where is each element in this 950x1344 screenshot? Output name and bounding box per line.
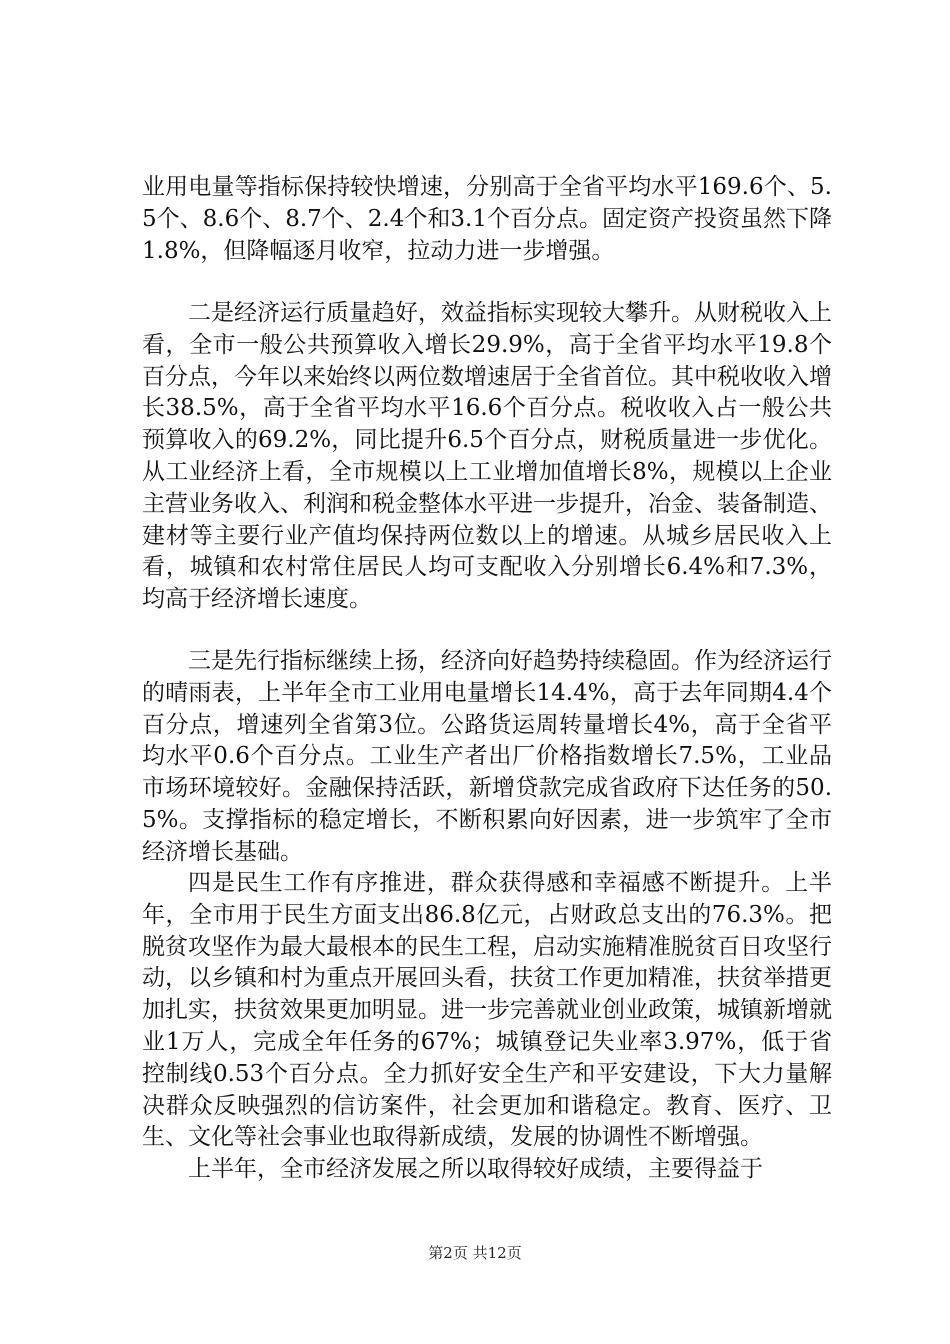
paragraph-leading-indicators: 三是先行指标继续上扬，经济向好趋势持续稳固。作为经济运行的晴雨表，上半年全市工业用电量增长14.4%，高于去年同期4.4个百分点，增速列全省第3位。公路货运周转量增长4%，高于全省平均水平0.6个百分点。工业生产者出厂价格指数增长7.5%，工业品市场环境较好。金融保持活跃，新增贷款完成省政府下达任务的50.5%。支撑指标的稳定增长，不断积累向好因素，进一步筑牢了全市经济增长基础。 [142,648,832,865]
paragraph-summary-start: 上半年，全市经济发展之所以取得较好成绩，主要得益于 [188,1156,763,1182]
paragraph-economic-quality: 二是经济运行质量趋好，效益指标实现较大攀升。从财税收入上看，全市一般公共预算收入增长29.9%，高于全省平均水平19.8个百分点，今年以来始终以两位数增速居于全省首位。其中税收收入增长38.5%，高于全省平均水平16.6个百分点。税收收入占一般公共预算收入的69.2%，同比提升6.5个百分点，财税质量进一步优化。从工业经济上看，全市规模以上工业增加值增长8%，规模以上企业主营业务收入、利润和税金整体水平进一步提升，冶金、装备制造、建材等主要行业产值均保持两位数以上的增速。从城乡居民收入上看，城镇和农村常住居民人均可支配收入分别增长6.4%和7.3%，均高于经济增长速度。 [142,300,832,613]
page-number-footer: 第2页 共12页 [428,1244,522,1262]
paragraph-continuation: 业用电量等指标保持较快增速，分别高于全省平均水平169.6个、5.5个、8.6个、8.7个、2.4个和3.1个百分点。固定资产投资虽然下降1.8%，但降幅逐月收窄，拉动力进一步增强。 [142,174,832,264]
paragraph-livelihood: 四是民生工作有序推进，群众获得感和幸福感不断提升。上半年，全市用于民生方面支出86.8亿元，占财政总支出的76.3%。把脱贫攻坚作为最大最根本的民生工程，启动实施精准脱贫百日攻坚行动，以乡镇和村为重点开展回头看，扶贫工作更加精准，扶贫举措更加扎实，扶贫效果更加明显。进一步完善就业创业政策，城镇新增就业1万人，完成全年任务的67%；城镇登记失业率3.97%，低于省控制线0.53个百分点。全力抓好安全生产和平安建设，下大力量解决群众反映强烈的信访案件，社会更加和谐稳定。教育、医疗、卫生、文化等社会事业也取得新成绩，发展的协调性不断增强。 [142,870,832,1151]
